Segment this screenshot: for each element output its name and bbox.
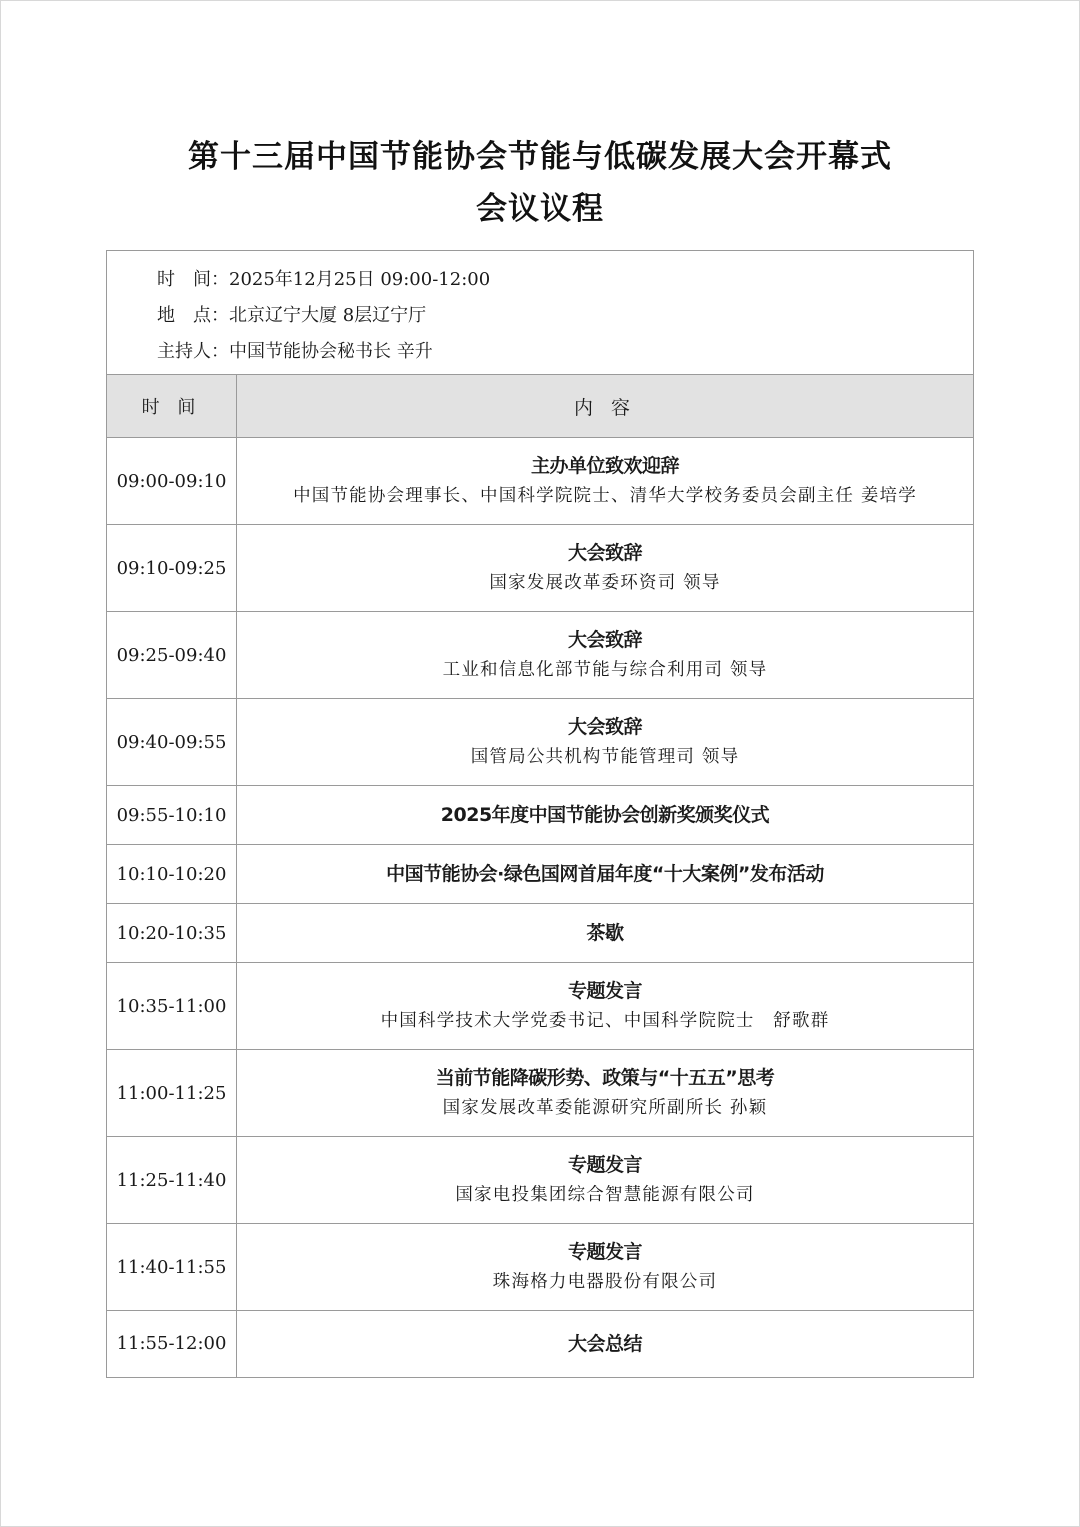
- table-row: [107, 904, 973, 963]
- table-row: [107, 525, 973, 612]
- row-title: 主办单位致欢迎辞: [530, 455, 679, 477]
- row-title: 2025年度中国节能协会创新奖颁奖仪式: [440, 804, 770, 826]
- row-content: [237, 1224, 974, 1311]
- row-content: [237, 612, 974, 699]
- row-content: [237, 845, 974, 904]
- row-title: 大会致辞: [567, 542, 642, 564]
- row-title: 大会致辞: [567, 629, 642, 651]
- row-content: [237, 438, 974, 525]
- row-title: 茶歇: [586, 922, 624, 944]
- row-title: 大会总结: [567, 1332, 642, 1355]
- row-title: 中国节能协会·绿色国网首届年度“十大案例”发布活动: [386, 863, 824, 885]
- row-detail: 国管局公共机构节能管理司 领导: [470, 747, 740, 767]
- row-time: 09:00-09:10: [107, 438, 237, 525]
- table-row: [107, 845, 973, 904]
- table-row: [107, 1050, 973, 1137]
- row-detail: 国家发展改革委能源研究所副所长 孙颖: [442, 1098, 768, 1118]
- row-content: [237, 786, 974, 845]
- row-time: 11:55-12:00: [107, 1311, 237, 1377]
- row-content: [237, 1050, 974, 1137]
- row-content: [237, 963, 974, 1050]
- header-time: 时 间: [107, 375, 237, 438]
- header-content: 内 容: [237, 375, 974, 438]
- info-place-value: 北京辽宁大厦 8层辽宁厅: [229, 305, 427, 326]
- table-row: [107, 1311, 973, 1377]
- table-row: [107, 1224, 973, 1311]
- row-content: [237, 904, 974, 963]
- row-title: 专题发言: [567, 1241, 642, 1263]
- row-time: 10:20-10:35: [107, 904, 237, 963]
- row-time: 11:40-11:55: [107, 1224, 237, 1311]
- table-row: [107, 786, 973, 845]
- info-host-label: 主持人：: [157, 341, 229, 362]
- document-subtitle: 会议议程: [476, 191, 604, 227]
- row-detail: 中国节能协会理事长、中国科学院院士、清华大学校务委员会副主任 姜培学: [293, 486, 917, 506]
- row-time: 09:40-09:55: [107, 699, 237, 786]
- row-title: 大会致辞: [567, 716, 642, 738]
- meeting-info: [107, 251, 973, 375]
- row-detail: 工业和信息化部节能与综合利用司 领导: [442, 660, 768, 680]
- row-detail: 国家电投集团综合智慧能源有限公司: [455, 1185, 755, 1205]
- row-time: 11:25-11:40: [107, 1137, 237, 1224]
- info-time-row: [107, 265, 973, 301]
- row-content: [237, 1137, 974, 1224]
- document-title: 第十三届中国节能协会节能与低碳发展大会开幕式: [188, 139, 892, 175]
- table-row: [107, 963, 973, 1050]
- row-title: 专题发言: [567, 980, 642, 1002]
- row-title: 当前节能降碳形势、政策与“十五五”思考: [435, 1067, 775, 1089]
- info-place-row: [107, 301, 973, 337]
- row-title: 专题发言: [567, 1154, 642, 1176]
- row-content: [237, 525, 974, 612]
- schedule-table: [107, 375, 973, 1377]
- table-row: [107, 612, 973, 699]
- info-time-label: 时 间：: [157, 269, 229, 290]
- table-row: [107, 699, 973, 786]
- row-content: [237, 1311, 974, 1377]
- row-detail: 国家发展改革委环资司 领导: [489, 573, 721, 593]
- row-time: 09:55-10:10: [107, 786, 237, 845]
- row-detail: 珠海格力电器股份有限公司: [492, 1272, 718, 1292]
- table-header-row: [107, 375, 973, 438]
- table-row: [107, 1137, 973, 1224]
- agenda-table: [106, 250, 974, 1378]
- info-place-label: 地 点：: [157, 305, 229, 326]
- info-time-value: 2025年12月25日 09:00-12:00: [229, 269, 491, 290]
- row-time: 09:25-09:40: [107, 612, 237, 699]
- info-host-value: 中国节能协会秘书长 辛升: [229, 341, 433, 362]
- row-time: 10:10-10:20: [107, 845, 237, 904]
- table-row: [107, 438, 973, 525]
- info-host-row: [107, 337, 973, 373]
- row-content: [237, 699, 974, 786]
- row-time: 10:35-11:00: [107, 963, 237, 1050]
- row-detail: 中国科学技术大学党委书记、中国科学院院士 舒歌群: [380, 1011, 830, 1031]
- row-time: 11:00-11:25: [107, 1050, 237, 1137]
- row-time: 09:10-09:25: [107, 525, 237, 612]
